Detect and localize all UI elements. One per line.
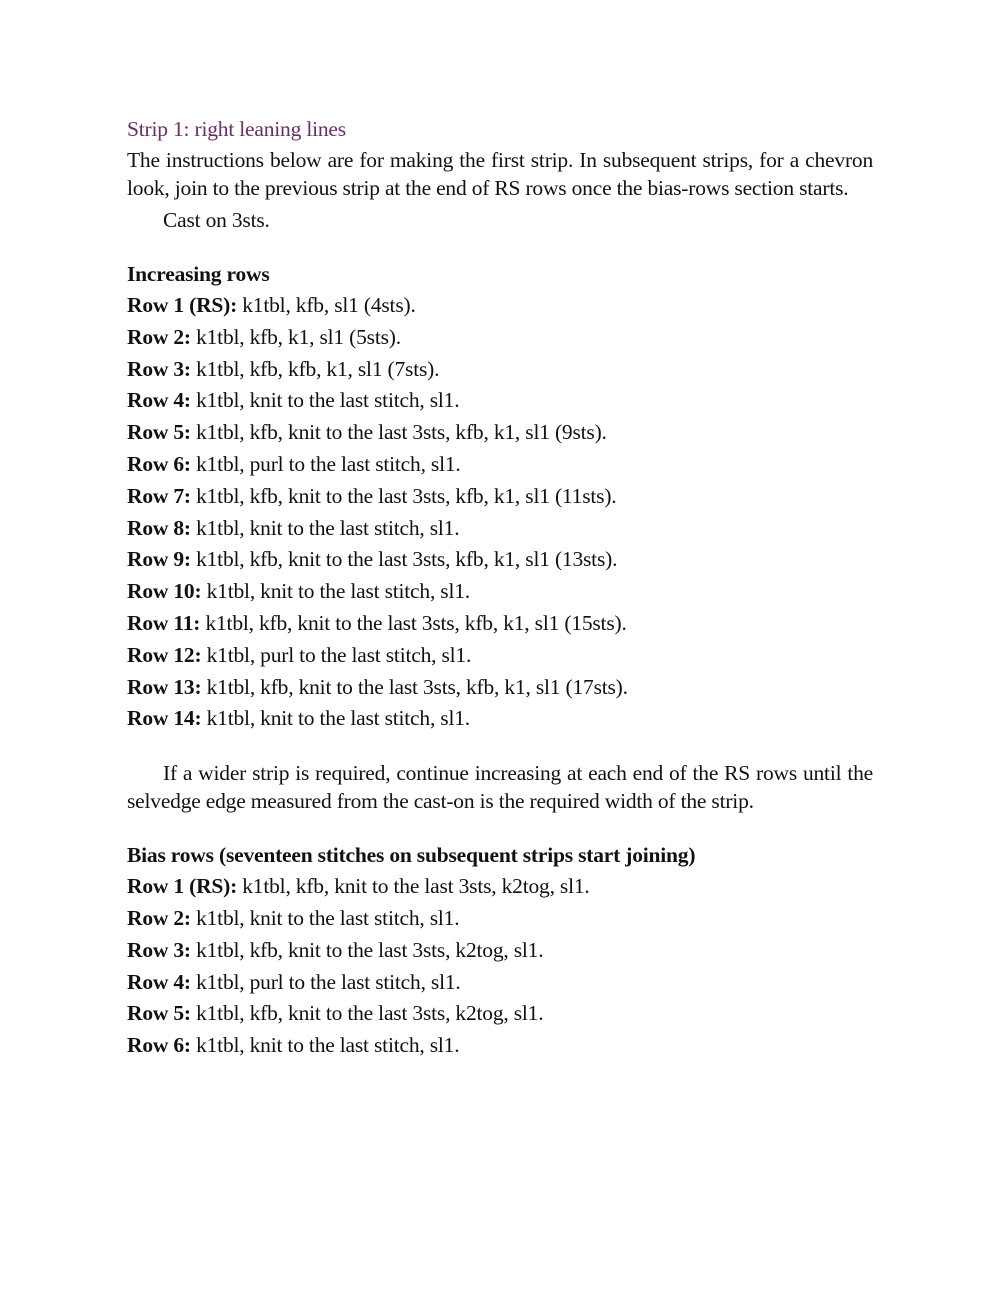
row-text: k1tbl, knit to the last stitch, sl1. [190,1033,460,1058]
instruction-row [127,703,873,735]
instruction-row [127,640,873,672]
row-label: Row 10: [127,579,202,604]
row-text: k1tbl, kfb, knit to the last 3sts, k2tog, sl1. [190,1001,544,1026]
instruction-row [127,513,873,545]
row-label: Row 12: [127,642,202,667]
bias-section [127,839,873,1062]
row-label: Row 11: [127,610,201,635]
increasing-section [127,258,873,735]
row-text: k1tbl, kfb, kfb, k1, sl1 (7sts). [190,356,440,381]
instruction-row [127,576,873,608]
increasing-rows [127,290,873,735]
instruction-row [127,871,873,903]
row-text: k1tbl, knit to the last stitch, sl1. [190,388,460,413]
strip-title: Strip 1: right leaning lines [127,117,346,141]
row-label: Row 6: [127,451,191,476]
instruction-row [127,967,873,999]
row-label: Row 4: [127,969,191,994]
row-text: k1tbl, knit to the last stitch, sl1. [190,515,460,540]
row-text: k1tbl, kfb, knit to the last 3sts, kfb, k1, sl1 (17sts). [201,674,628,699]
row-label: Row 13: [127,674,202,699]
row-text: k1tbl, kfb, knit to the last 3sts, k2tog, sl1. [237,874,590,899]
increasing-heading: Increasing rows [127,262,270,286]
row-text: k1tbl, kfb, sl1 (4sts). [237,293,416,317]
row-label: Row 2: [127,324,191,349]
row-label: Row 8: [127,515,191,540]
instruction-row [127,935,873,967]
bias-heading: Bias rows (seventeen stitches on subsequent strips start joining) [127,843,696,868]
row-label: Row 2: [127,905,191,930]
instruction-row [127,385,873,417]
row-label: Row 5: [127,420,191,445]
row-label: Row 14: [127,706,202,731]
bias-rows [127,871,873,1062]
row-text: k1tbl, knit to the last stitch, sl1. [190,905,460,930]
instruction-row [127,481,873,513]
wider-strip-note: If a wider strip is required, continue increasing at each end of the RS rows until the selvedge edge measured from the cast-on is the required width of the strip. [127,761,873,814]
wider-strip-section [127,759,873,815]
row-text: k1tbl, kfb, knit to the last 3sts, kfb, k1, sl1 (9sts). [190,420,607,445]
row-text: k1tbl, kfb, knit to the last 3sts, k2tog, sl1. [190,937,544,962]
row-label: Row 6: [127,1033,191,1058]
instruction-row [127,417,873,449]
row-text: k1tbl, purl to the last stitch, sl1. [190,451,461,476]
row-text: k1tbl, knit to the last stitch, sl1. [201,706,470,731]
instruction-row [127,290,873,322]
row-label: Row 7: [127,483,191,508]
row-label: Row 4: [127,388,191,413]
cast-on-instruction: Cast on 3sts. [163,208,270,232]
instruction-row [127,608,873,640]
row-text: k1tbl, purl to the last stitch, sl1. [190,969,461,994]
instruction-row [127,544,873,576]
row-label: Row 5: [127,1001,191,1026]
row-label: Row 1 (RS): [127,293,238,317]
instruction-row [127,449,873,481]
instruction-row [127,672,873,704]
instruction-row [127,322,873,354]
row-label: Row 3: [127,937,191,962]
row-text: k1tbl, kfb, knit to the last 3sts, kfb, k1, sl1 (13sts). [190,547,618,572]
instruction-row [127,1030,873,1062]
instruction-row [127,998,873,1030]
instruction-row [127,354,873,386]
instruction-row [127,903,873,935]
row-text: k1tbl, knit to the last stitch, sl1. [201,579,470,604]
row-text: k1tbl, purl to the last stitch, sl1. [201,642,472,667]
document-page [127,114,873,1062]
row-label: Row 3: [127,356,191,381]
row-text: k1tbl, kfb, knit to the last 3sts, kfb, k1, sl1 (15sts). [200,610,627,635]
row-text: k1tbl, kfb, knit to the last 3sts, kfb, k1, sl1 (11sts). [190,483,617,508]
row-text: k1tbl, kfb, k1, sl1 (5sts). [190,324,401,349]
row-label: Row 9: [127,547,191,572]
intro-paragraph: The instructions below are for making the first strip. In subsequent strips, for a chevron look, join to the previous strip at the end of RS rows once the bias-rows section starts. [127,148,873,200]
row-label: Row 1 (RS): [127,874,238,899]
